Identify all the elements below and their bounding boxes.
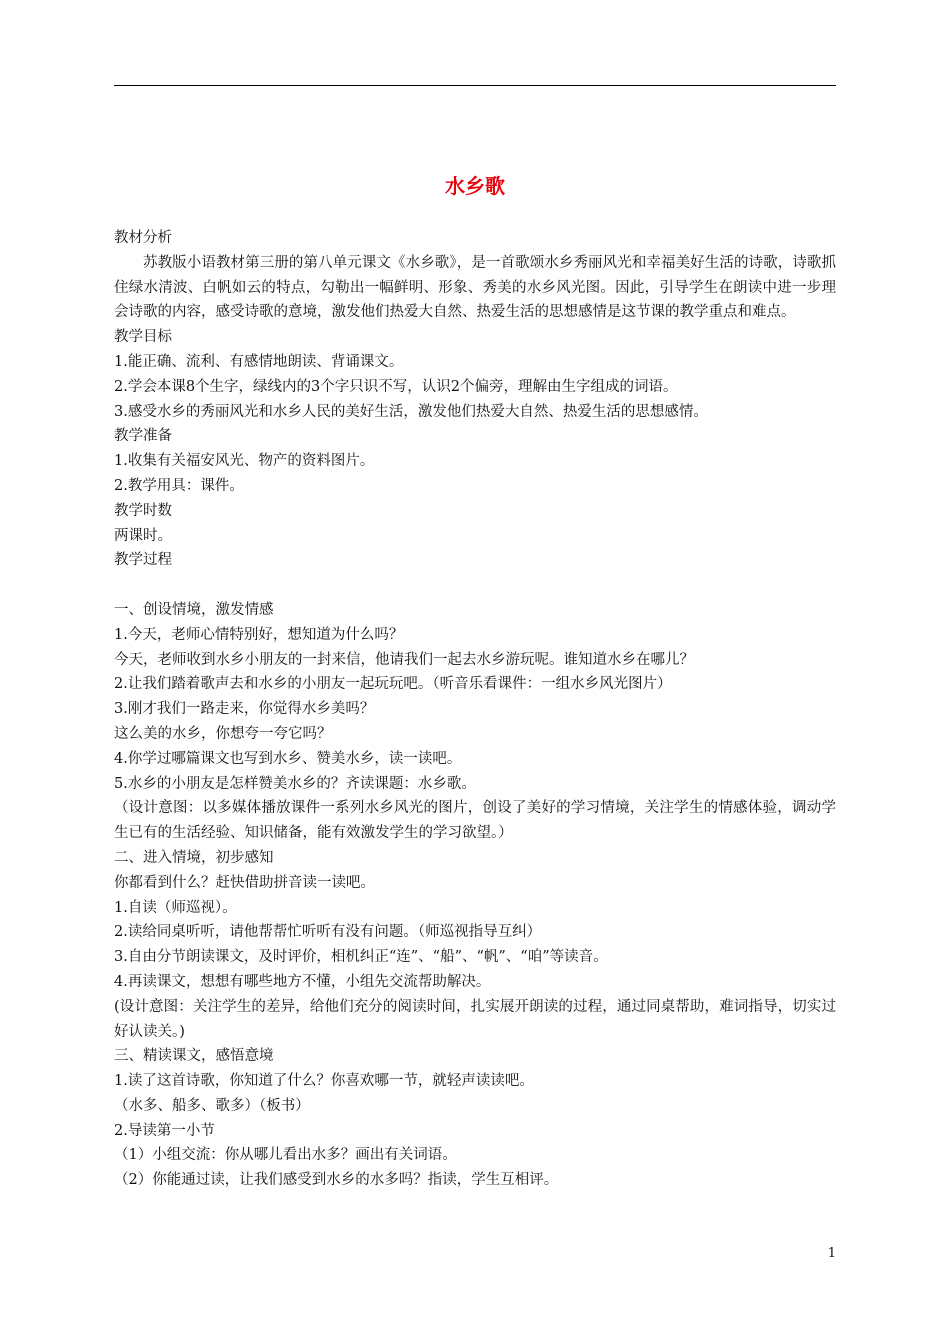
list-item: 3.刚才我们一路走来，你觉得水乡美吗？ [114, 701, 375, 718]
list-item: 1.今天，老师心情特别好，想知道为什么吗？ [114, 626, 404, 643]
blank-line [114, 573, 836, 598]
list-item: 3.自由分节朗读课文，及时评价，相机纠正“连”、“船”、“帆”、“咱”等读音。 [114, 949, 608, 966]
body-paragraph: 苏教版小语教材第三册的第八单元课文《水乡歌》，是一首歌颂水乡秀丽风光和幸福美好生活的诗歌，诗歌抓住绿水清波、白帆如云的特点，勾勒出一幅鲜明、形象、秀美的水乡风光图。因此，引导学生在朗读中进一步理会诗歌的内容，感受诗歌的意境，激发他们热爱大自然、热爱生活的思想感情是这节课的教学重点和难点。 [114, 254, 836, 321]
list-item: 1.读了这首诗歌，你知道了什么？你喜欢哪一节，就轻声读读吧。 [114, 1073, 534, 1090]
board-note: （水多、船多、歌多）（板书） [114, 1097, 310, 1114]
list-item: 2.教学用具：课件。 [114, 477, 244, 494]
section-heading: 教学过程 [114, 552, 172, 569]
section-heading: 二、进入情境，初步感知 [114, 849, 274, 866]
body-line: 这么美的水乡，你想夸一夸它吗？ [114, 725, 332, 742]
section-heading: 教学目标 [114, 329, 172, 346]
body-line: 你都看到什么？赶快借助拼音读一读吧。 [114, 874, 375, 891]
section-heading: 一、创设情境，激发情感 [114, 601, 274, 618]
list-item: 1.自读（师巡视）。 [114, 899, 237, 916]
list-item: 4.再读课文，想想有哪些地方不懂，小组先交流帮助解决。 [114, 973, 491, 990]
list-item: 2.导读第一小节 [114, 1122, 215, 1139]
design-note: (设计意图：关注学生的差异，给他们充分的阅读时间，扎实展开朗读的过程，通过同桌帮助，难词指导，切实过好认读关。) [114, 998, 836, 1040]
section-heading: 教学准备 [114, 428, 172, 445]
list-item: 1.收集有关福安风光、物产的资料图片。 [114, 453, 375, 470]
body-line: 今天，老师收到水乡小朋友的一封来信，他请我们一起去水乡游玩呢。谁知道水乡在哪儿？ [114, 651, 694, 668]
section-heading: 教学时数 [114, 502, 172, 519]
header-rule [114, 85, 836, 86]
section-heading: 三、精读课文，感悟意境 [114, 1048, 274, 1065]
list-item: 3.感受水乡的秀丽风光和水乡人民的美好生活，激发他们热爱大自然、热爱生活的思想感情。 [114, 403, 708, 420]
design-note: （设计意图：以多媒体播放课件一系列水乡风光的图片，创设了美好的学习情境，关注学生的情感体验，调动学生已有的生活经验、知识储备，能有效激发学生的学习欲望。） [114, 800, 836, 842]
body-line: 两课时。 [114, 527, 172, 544]
document-body [114, 226, 836, 1193]
list-item: 2.让我们踏着歌声去和水乡的小朋友一起玩玩吧。（听音乐看课件：一组水乡风光图片） [114, 676, 672, 693]
page-number: 1 [827, 1246, 836, 1261]
sub-list-item: （1）小组交流：你从哪儿看出水多？画出有关词语。 [114, 1147, 457, 1164]
sub-list-item: （2）你能通过读，让我们感受到水乡的水多吗？指读，学生互相评。 [114, 1172, 559, 1189]
list-item: 4.你学过哪篇课文也写到水乡、赞美水乡，读一读吧。 [114, 750, 462, 767]
list-item: 5.水乡的小朋友是怎样赞美水乡的？齐读课题：水乡歌。 [114, 775, 476, 792]
section-heading: 教材分析 [114, 230, 172, 246]
list-item: 1.能正确、流利、有感情地朗读、背诵课文。 [114, 353, 404, 370]
document-title: 水乡歌 [445, 174, 505, 198]
list-item: 2.学会本课8个生字，绿线内的3个字只识不写，认识2个偏旁，理解由生字组成的词语。 [114, 378, 678, 395]
list-item: 2.读给同桌听听，请他帮帮忙听听有没有问题。（师巡视指导互纠） [114, 924, 542, 941]
